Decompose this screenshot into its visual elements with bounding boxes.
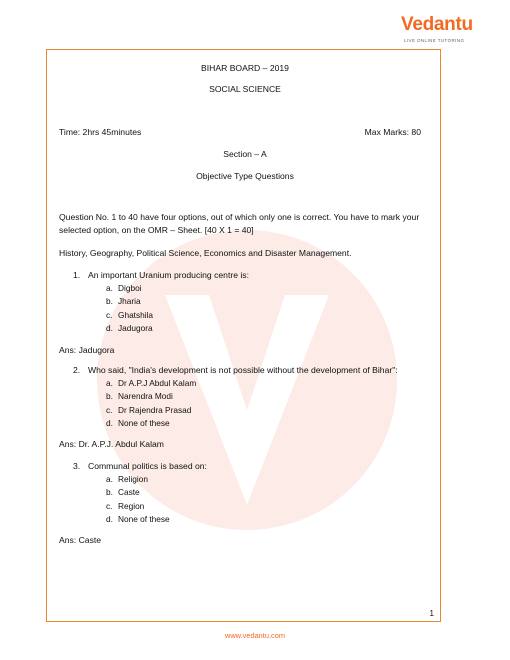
answer-2: Ans: Dr. A.P.J. Abdul Kalam bbox=[59, 439, 164, 449]
vedantu-logo bbox=[401, 14, 481, 46]
footer-url[interactable]: www.vedantu.com bbox=[225, 631, 285, 640]
option-letter: b. bbox=[106, 391, 113, 402]
option-item bbox=[106, 513, 406, 526]
time-label: Time: 2hrs 45minutes bbox=[59, 127, 142, 137]
option-letter: b. bbox=[106, 487, 113, 498]
option-letter: d. bbox=[106, 418, 113, 429]
options-list-1 bbox=[106, 282, 406, 336]
option-letter: a. bbox=[106, 283, 113, 293]
board-title: BIHAR BOARD – 2019 bbox=[201, 63, 289, 73]
option-text: Digboi bbox=[118, 283, 142, 293]
option-letter: a. bbox=[106, 474, 113, 484]
option-letter: d. bbox=[106, 323, 113, 334]
options-list-3 bbox=[106, 473, 406, 527]
option-item bbox=[106, 486, 406, 499]
answer-3: Ans: Caste bbox=[59, 535, 102, 545]
section-title: Section – A bbox=[223, 149, 267, 159]
subjects-line: History, Geography, Political Science, Economics and Disaster Management. bbox=[59, 248, 352, 258]
question-number: 3. bbox=[73, 461, 81, 471]
option-item bbox=[106, 404, 406, 417]
option-item bbox=[106, 500, 406, 513]
option-text: Region bbox=[118, 500, 145, 511]
question-3 bbox=[73, 460, 431, 473]
instructions-paragraph: Question No. 1 to 40 have four options, out of which only one is correct. You have to mark your selected option, on the OMR – Sheet. [40 X 1 = 40] bbox=[59, 212, 420, 235]
option-text: Dr Rajendra Prasad bbox=[118, 404, 192, 415]
option-letter: b. bbox=[106, 296, 113, 307]
option-text: Jharia bbox=[118, 296, 141, 307]
question-1 bbox=[73, 269, 431, 282]
option-text: None of these bbox=[118, 418, 170, 429]
option-item bbox=[106, 390, 406, 403]
page-frame bbox=[46, 49, 441, 622]
question-text: Who said, "India's development is not possible without the development of Bihar": bbox=[88, 365, 398, 375]
option-letter: c. bbox=[106, 500, 113, 511]
option-letter: c. bbox=[106, 404, 113, 415]
option-text: Narendra Modi bbox=[118, 391, 173, 402]
page-number: 1 bbox=[429, 609, 434, 618]
option-text: Dr A.P.J Abdul Kalam bbox=[118, 378, 197, 388]
option-letter: c. bbox=[106, 309, 113, 320]
answer-1: Ans: Jadugora bbox=[59, 345, 115, 355]
option-text: None of these bbox=[118, 514, 170, 525]
max-marks-label: Max Marks: 80 bbox=[364, 127, 421, 137]
option-item bbox=[106, 473, 406, 486]
logo-tagline: LIVE ONLINE TUTORING bbox=[404, 38, 465, 43]
logo-wordmark: Vedantu bbox=[401, 14, 473, 35]
question-number: 2. bbox=[73, 365, 81, 375]
option-text: Jadugora bbox=[118, 323, 153, 334]
question-text: Communal politics is based on: bbox=[88, 461, 207, 471]
option-item bbox=[106, 282, 406, 295]
option-text: Ghatshila bbox=[118, 309, 154, 320]
option-item bbox=[106, 309, 406, 322]
option-text: Caste bbox=[118, 487, 140, 498]
option-letter: a. bbox=[106, 378, 113, 388]
option-item bbox=[106, 295, 406, 308]
option-item bbox=[106, 377, 406, 390]
section-subtitle: Objective Type Questions bbox=[196, 171, 294, 181]
question-number: 1. bbox=[73, 270, 81, 280]
question-2 bbox=[73, 364, 431, 377]
options-list-2 bbox=[106, 377, 406, 431]
option-letter: d. bbox=[106, 514, 113, 525]
subject-title: SOCIAL SCIENCE bbox=[209, 84, 281, 94]
option-text: Religion bbox=[118, 474, 148, 484]
option-item bbox=[106, 417, 406, 430]
option-item bbox=[106, 322, 406, 335]
question-text: An important Uranium producing centre is: bbox=[88, 270, 249, 280]
